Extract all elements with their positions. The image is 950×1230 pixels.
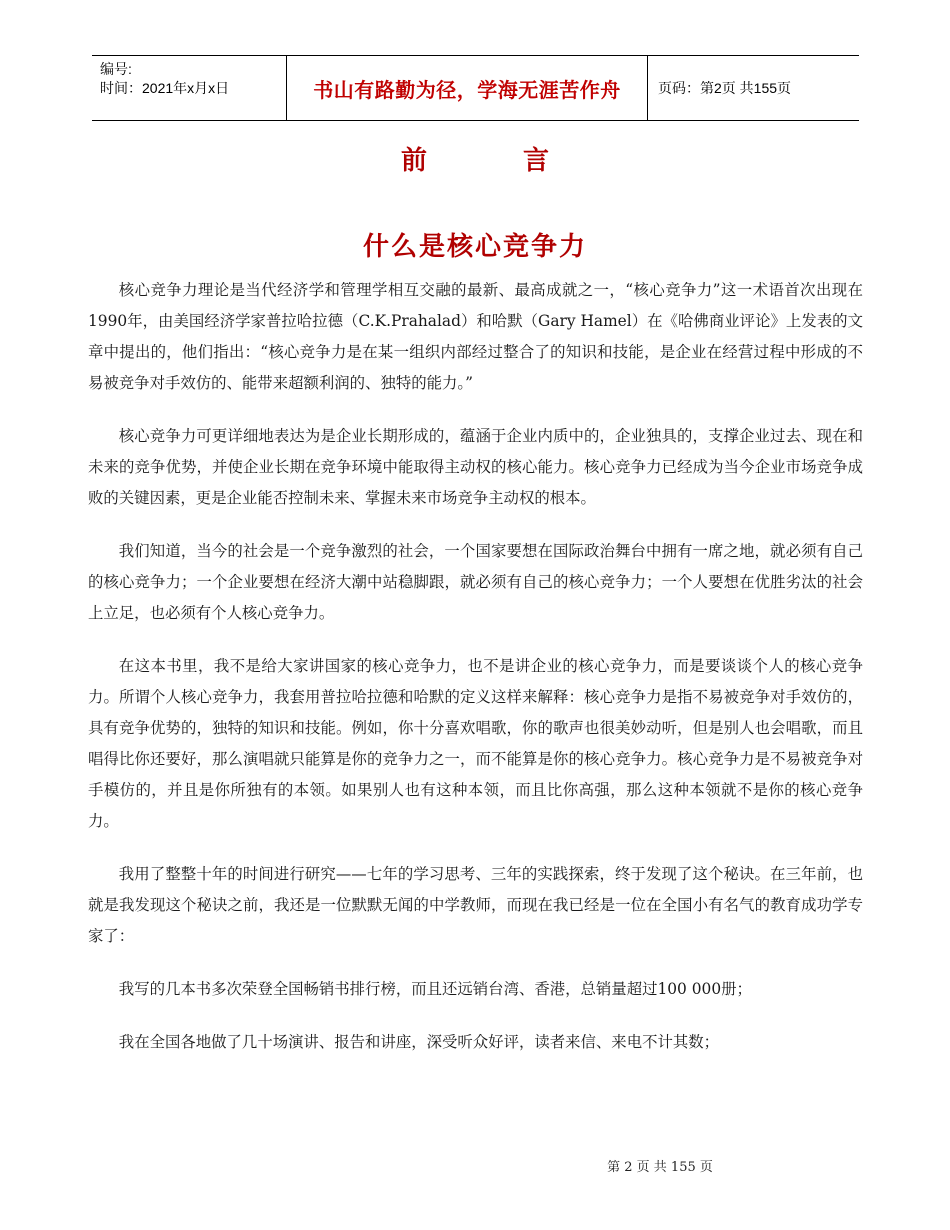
paragraph: 我用了整整十年的时间进行研究——七年的学习思考、三年的实践探索，终于发现了这个秘诀。在三年前，也就是我发现这个秘诀之前，我还是一位默默无闻的中学教师，而现在我已经是一位在全国小有名气的教育成功学专家了：	[88, 865, 863, 945]
header-motto: 书山有路勤为径，学海无涯苦作舟	[286, 56, 648, 120]
paragraph: 核心竞争力理论是当代经济学和管理学相互交融的最新、最高成就之一，“核心竞争力”这一术语首次出现在1990年，由美国经济学家普拉哈拉德（C.K.Prahalad）和哈默（Gary Hamel）在《哈佛商业评论》上发表的文章中提出的，他们指出：“核心竞争力是在某一组织内部经过整合了的知识和技能，是企业在经营过程中形成的不易被竞争对手效仿的、能带来超额利润的、独特的能力。”	[88, 281, 863, 392]
page-footer: 第 2 页 共 155 页	[607, 1160, 713, 1175]
paragraph: 我们知道，当今的社会是一个竞争激烈的社会，一个国家要想在国际政治舞台中拥有一席之地，就必须有自己的核心竞争力；一个企业要想在经济大潮中站稳脚跟，就必须有自己的核心竞争力；一个人要想在优胜劣汰的社会上立足，也必须有个人核心竞争力。	[88, 542, 863, 622]
page-title: 前言	[400, 146, 645, 176]
header-page-number: 页码：第2页 共155页	[658, 80, 792, 96]
page-header	[92, 55, 859, 121]
document-time-label: 时间：2021年x月x日	[100, 80, 230, 96]
paragraph: 我在全国各地做了几十场演讲、报告和讲座，深受听众好评，读者来信、来电不计其数；	[118, 1033, 720, 1051]
document-number-label: 编号:	[100, 61, 132, 77]
header-meta	[92, 56, 286, 120]
paragraph: 我写的几本书多次荣登全国畅销书排行榜，而且还远销台湾、香港，总销量超过100 000册；	[118, 980, 752, 998]
paragraph: 在这本书里，我不是给大家讲国家的核心竞争力，也不是讲企业的核心竞争力，而是要谈谈个人的核心竞争力。所谓个人核心竞争力，我套用普拉哈拉德和哈默的定义这样来解释：核心竞争力是指不易被竞争对手效仿的，具有竞争优势的，独特的知识和技能。例如，你十分喜欢唱歌，你的歌声也很美妙动听，但是别人也会唱歌，而且唱得比你还要好，那么演唱就只能算是你的竞争力之一，而不能算是你的核心竞争力。核心竞争力是不易被竞争对手模仿的，并且是你所独有的本领。如果别人也有这种本领，而且比你高强，那么这种本领就不是你的核心竞争力。	[88, 657, 863, 830]
paragraph: 核心竞争力可更详细地表达为是企业长期形成的，蕴涵于企业内质中的，企业独具的，支撑企业过去、现在和未来的竞争优势，并使企业长期在竞争环境中能取得主动权的核心能力。核心竞争力已经成为当今企业市场竞争成败的关键因素，更是企业能否控制未来、掌握未来市场竞争主动权的根本。	[88, 427, 863, 507]
body-text	[88, 275, 863, 1080]
section-title: 什么是核心竞争力	[362, 232, 587, 262]
